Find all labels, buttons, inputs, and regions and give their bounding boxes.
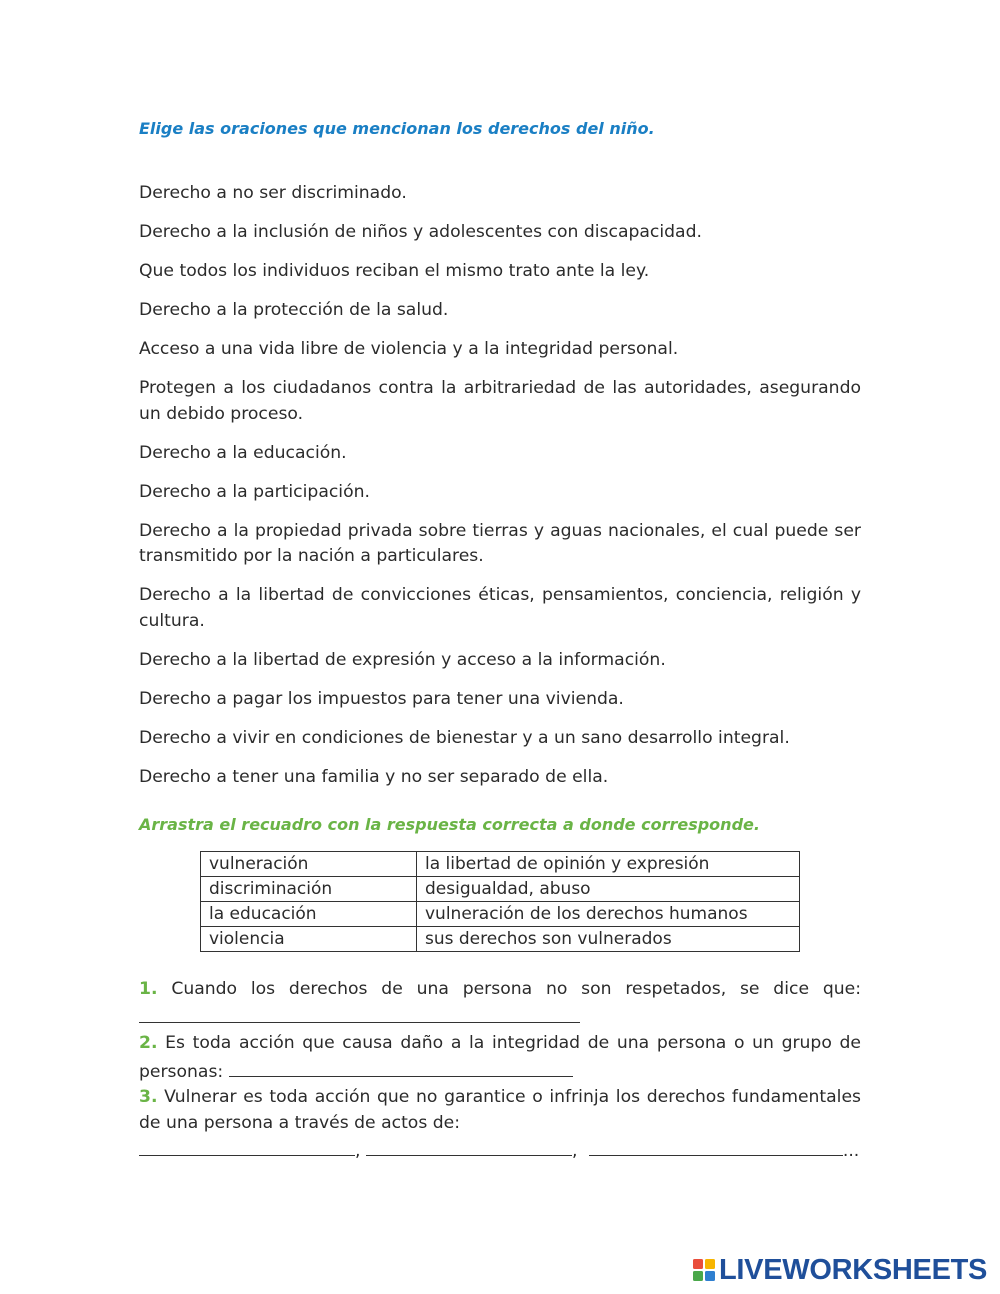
option-item[interactable]: Derecho a la protección de la salud. — [139, 300, 449, 320]
option-item[interactable]: Derecho a la libertad de convicciones éticas, pensamientos, conciencia, religión y cultura. — [139, 585, 861, 631]
question-number: 2. — [139, 1033, 158, 1053]
option-item[interactable]: Derecho a tener una familia y no ser separado de ella. — [139, 766, 609, 787]
table-row — [201, 877, 800, 902]
answer-blank-2[interactable] — [229, 1057, 573, 1077]
instruction-drag: Arrastra el recuadro con la respuesta correcta a donde corresponde. — [139, 815, 760, 834]
answer-blank-3c[interactable] — [589, 1136, 843, 1156]
word-bank-table — [200, 851, 800, 952]
answer-blank-1[interactable] — [139, 1003, 580, 1023]
option-item[interactable]: Acceso a una vida libre de violencia y a la integridad personal. — [139, 339, 679, 359]
option-item[interactable]: Protegen a los ciudadanos contra la arbitrariedad de las autoridades, asegurando un debido proceso. — [139, 378, 861, 424]
instruction-select-rights: Elige las oraciones que mencionan los derechos del niño. — [139, 119, 655, 138]
question-text: Es toda acción que causa daño a la integridad de una persona o un grupo de personas: — [139, 1033, 861, 1082]
option-item[interactable]: Derecho a la propiedad privada sobre tierras y aguas nacionales, el cual puede ser transmitido por la nación a particulares. — [139, 520, 861, 566]
separator: , — [355, 1141, 361, 1161]
question-1 — [139, 977, 861, 1031]
drag-option[interactable]: vulneración — [201, 852, 417, 877]
separator: , — [571, 1141, 578, 1161]
table-row — [201, 902, 800, 927]
question-2 — [139, 1031, 861, 1085]
option-item[interactable]: Derecho a la participación. — [139, 481, 370, 502]
options-list — [139, 181, 861, 804]
option-item[interactable]: Derecho a pagar los impuestos para tener una vivienda. — [139, 688, 624, 709]
option-item[interactable]: Derecho a la libertad de expresión y acceso a la información. — [139, 649, 666, 670]
answer-blank-3a[interactable] — [139, 1136, 355, 1156]
answer-blank-3b[interactable] — [366, 1136, 572, 1156]
drag-option[interactable]: violencia — [201, 927, 417, 952]
question-text: Vulnerar es toda acción que no garantice o infrinja los derechos fundamentales de una persona a través de actos de: — [139, 1087, 861, 1133]
question-number: 3. — [139, 1087, 158, 1107]
question-text: Cuando los derechos de una persona no son respetados, se dice que: — [171, 979, 861, 999]
drag-option[interactable]: vulneración de los derechos humanos — [417, 902, 800, 927]
table-row — [201, 852, 800, 877]
option-item[interactable]: Derecho a vivir en condiciones de bienestar y a un sano desarrollo integral. — [139, 727, 790, 748]
question-number: 1. — [139, 979, 158, 999]
questions-section — [139, 977, 861, 1165]
option-item[interactable]: Derecho a la educación. — [139, 442, 347, 463]
option-item[interactable]: Derecho a la inclusión de niños y adolescentes con discapacidad. — [139, 222, 702, 242]
drag-option[interactable]: desigualdad, abuso — [417, 877, 800, 902]
liveworksheets-logo-icon — [693, 1259, 715, 1281]
option-item[interactable]: Derecho a no ser discriminado. — [139, 183, 407, 203]
option-item[interactable]: Que todos los individuos reciban el mismo trato ante la ley. — [139, 261, 650, 281]
question-3 — [139, 1085, 861, 1165]
drag-option[interactable]: discriminación — [201, 877, 417, 902]
drag-option[interactable]: la libertad de opinión y expresión — [417, 852, 800, 877]
drag-option[interactable]: la educación — [201, 902, 417, 927]
ending: ... — [842, 1141, 860, 1161]
table-row — [201, 927, 800, 952]
logo-text: LIVEWORKSHEETS — [719, 1253, 988, 1286]
drag-option[interactable]: sus derechos son vulnerados — [417, 927, 800, 952]
liveworksheets-logo — [693, 1255, 987, 1285]
